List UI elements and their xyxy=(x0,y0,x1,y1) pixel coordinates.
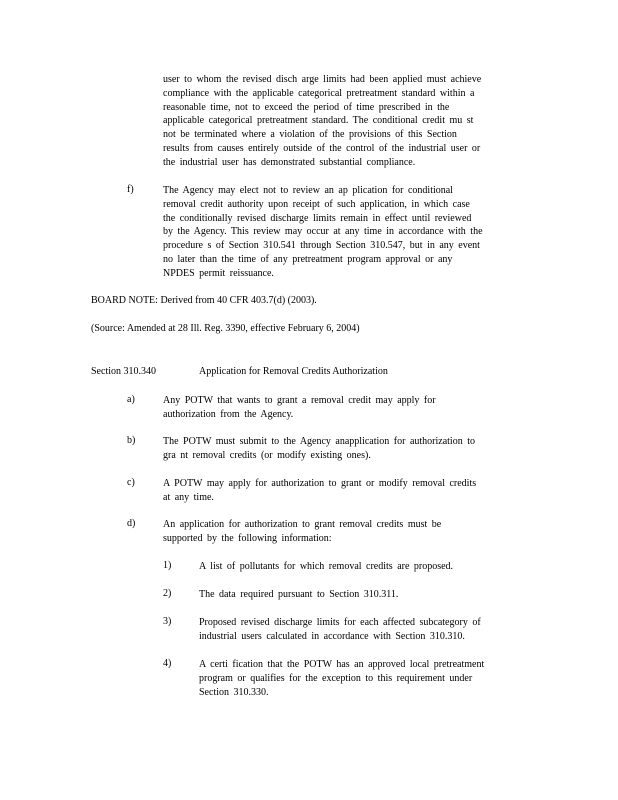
subitem-3-paragraph xyxy=(199,616,481,644)
text-line: results from causes entirely outside of the control of the industrial user or xyxy=(163,142,481,154)
text-line: The POTW must submit to the Agency anapplication for authorization to xyxy=(163,436,475,447)
subitem-2-label: 2) xyxy=(163,588,172,599)
text-line: at any time. xyxy=(163,491,214,503)
text-line: the industrial user has demonstrated substantial compliance. xyxy=(163,156,416,168)
text-line: the conditionally revised discharge limits remain in effect until reviewed xyxy=(163,212,472,224)
text-line: The data required pursuant to Section 310.311. xyxy=(199,589,399,600)
text-line: gra nt removal credits (or modify existing ones). xyxy=(163,449,371,461)
subitem-4-label: 4) xyxy=(163,658,172,669)
text-line: compliance with the applicable categorical pretreatment standard within a xyxy=(163,87,475,99)
item-b-paragraph xyxy=(163,435,475,463)
text-line: removal credit authority upon receipt of such application, in which case xyxy=(163,198,470,210)
board-note: BOARD NOTE: Derived from 40 CFR 403.7(d) (2003). xyxy=(91,295,317,306)
subitem-1-label: 1) xyxy=(163,560,172,571)
section-number: Section 310.340 xyxy=(91,366,156,377)
item-a-label: a) xyxy=(127,394,135,405)
subitem-2-paragraph xyxy=(199,588,398,602)
continuation-paragraph xyxy=(163,73,481,170)
item-c-paragraph xyxy=(163,477,476,505)
item-f-label: f) xyxy=(127,184,134,195)
text-line: NPDES permit reissuance. xyxy=(163,267,274,279)
subitem-4-paragraph xyxy=(199,658,484,699)
text-line: A certi fication that the POTW has an approved local pretreatment xyxy=(199,659,485,670)
item-b-label: b) xyxy=(127,435,136,446)
text-line: user to whom the revised disch arge limits had been applied must achieve xyxy=(163,74,482,85)
text-line: industrial users calculated in accordance with Section 310.310. xyxy=(199,630,465,642)
text-line: by the Agency. This review may occur at any time in accordance with the xyxy=(163,226,483,238)
subitem-1-paragraph xyxy=(199,560,453,574)
text-line: A POTW may apply for authorization to grant or modify removal credits xyxy=(163,478,477,489)
source-note: (Source: Amended at 28 Ill. Reg. 3390, effective February 6, 2004) xyxy=(91,323,360,334)
text-line: authorization from the Agency. xyxy=(163,408,294,420)
item-d-label: d) xyxy=(127,518,136,529)
text-line: A list of pollutants for which removal credits are proposed. xyxy=(199,561,454,572)
item-f-paragraph xyxy=(163,184,483,281)
text-line: procedure s of Section 310.541 through Section 310.547, but in any event xyxy=(163,240,480,252)
section-title: Application for Removal Credits Authorization xyxy=(199,366,388,377)
item-c-label: c) xyxy=(127,477,135,488)
text-line: program or qualifies for the exception to this requirement under xyxy=(199,672,473,684)
text-line: Section 310.330. xyxy=(199,686,269,698)
text-line: supported by the following information: xyxy=(163,532,332,544)
item-d-paragraph xyxy=(163,518,441,546)
text-line: The Agency may elect not to review an ap plication for conditional xyxy=(163,185,453,196)
subitem-3-label: 3) xyxy=(163,616,172,627)
text-line: not be terminated where a violation of the provisions of this Section xyxy=(163,129,457,141)
text-line: Any POTW that wants to grant a removal credit may apply for xyxy=(163,395,436,406)
text-line: An application for authorization to grant removal credits must be xyxy=(163,519,442,530)
text-line: applicable categorical pretreatment standard. The conditional credit mu st xyxy=(163,115,474,127)
text-line: reasonable time, not to exceed the period of time prescribed in the xyxy=(163,101,450,113)
text-line: no later than the time of any pretreatment program approval or any xyxy=(163,253,453,265)
item-a-paragraph xyxy=(163,394,436,422)
text-line: Proposed revised discharge limits for each affected subcategory of xyxy=(199,617,481,628)
